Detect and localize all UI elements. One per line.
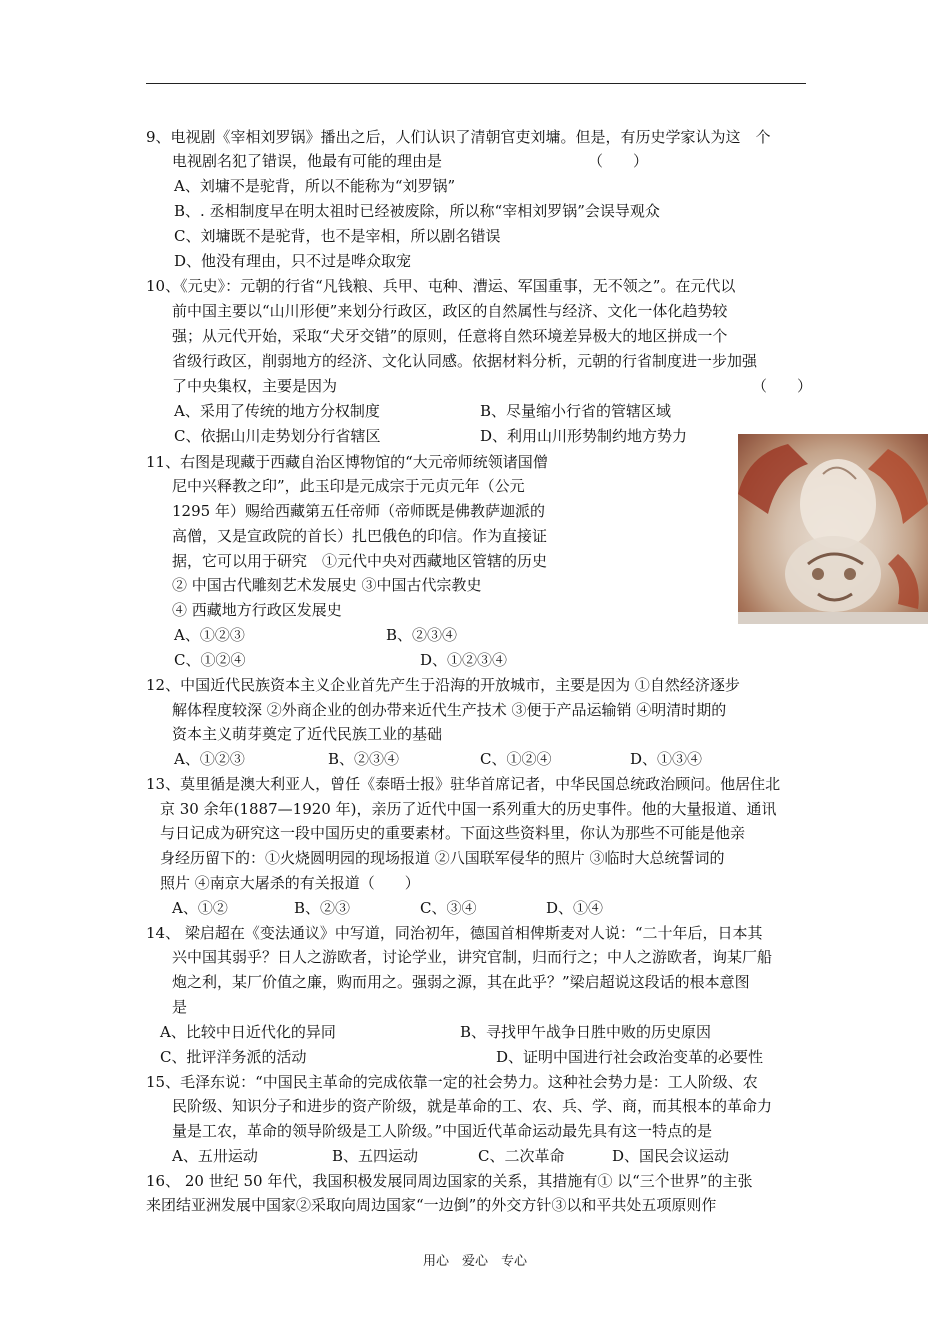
q12-line2: 解体程度较深 ②外商企业的创办带来近代生产技术 ③便于产品运输销 ④明清时期的 [172,701,727,719]
q13-line1: 13、莫里循是澳大利亚人，曾任《泰晤士报》驻华首席记者，中华民国总统政治顾问。他居住北 [146,775,781,793]
q13-option-d: D、①④ [546,899,604,917]
page-footer: 用心 爱心 专心 [422,1254,527,1269]
q12-option-d: D、①③④ [630,750,703,768]
q12-line1: 12、中国近代民族资本主义企业首先产生于沿海的开放城市，主要是因为 ①自然经济逐步 [146,676,740,694]
q11-line1: 11、右图是现藏于西藏自治区博物馆的“大元帝师统领诸国僧 [146,453,548,471]
header-rule [146,83,806,84]
q10-answer-paren: （ ） [752,377,813,395]
q15-option-c: C、二次革命 [478,1147,565,1165]
q10-option-a: A、采用了传统的地方分权制度 [174,402,380,420]
q16-line1: 16、 20 世纪 50 年代，我国积极发展同周边国家的关系，其措施有① 以“三个世界”的主张 [146,1172,753,1190]
q12-line3: 资本主义萌芽奠定了近代民族工业的基础 [172,725,443,743]
q10-option-b: B、尽量缩小行省的管辖区域 [480,402,672,420]
q14-line2: 兴中国其弱乎？日人之游欧者，讨论学业，讲究官制，归而行之；中人之游欧者，询某厂船 [172,948,773,966]
q11-option-c: C、①②④ [174,651,246,669]
q14-option-c: C、批评洋务派的活动 [160,1048,307,1066]
q9-answer-paren: （ ） [588,152,649,170]
q15-line1: 15、毛泽东说：“中国民主革命的完成依靠一定的社会势力。这种社会势力是：工人阶级、农 [146,1073,758,1091]
q10-option-d: D、利用山川形势制约地方势力 [480,427,688,445]
q11-option-b: B、②③④ [386,626,458,644]
q11-option-a: A、①②③ [174,626,245,644]
q11-option-d: D、①②③④ [420,651,508,669]
q10-line2: 前中国主要以“山川形便”来划分行政区，政区的自然属性与经济、文化一体化趋势较 [172,302,728,320]
q11-line3: 1295 年）赐给西藏第五任帝师（帝师既是佛教萨迦派的 [172,502,545,520]
q12-option-b: B、②③④ [328,750,400,768]
q11-line4: 高僧，又是宣政院的首长）扎巴俄色的印信。作为直接证 [172,527,548,545]
q16-line2: 来团结亚洲发展中国家②采取向周边国家“一边倒”的外交方针③以和平共处五项原则作 [146,1196,717,1214]
q9-option-c: C、刘墉既不是驼背，也不是宰相，所以剧名错误 [174,227,501,245]
q12-option-a: A、①②③ [174,750,245,768]
q14-line1: 14、 梁启超在《变法通议》中写道，同治初年，德国首相俾斯麦对人说：“二十年后，日本其 [146,924,763,942]
q9-stem-line1: 9、电视剧《宰相刘罗锅》播出之后，人们认识了清朝官吏刘墉。但是，有历史学家认为这 个 [146,128,771,146]
q14-option-d: D、证明中国进行社会政治变革的必要性 [496,1048,764,1066]
q15-option-b: B、五四运动 [332,1147,419,1165]
q12-option-c: C、①②④ [480,750,552,768]
q9-option-b: B、. 丞相制度早在明太祖时已经被废除，所以称“宰相刘罗锅”会误导观众 [174,202,660,220]
q11-line6: ② 中国古代雕刻艺术发展史 ③中国古代宗教史 [172,576,482,594]
q15-line2: 民阶级、知识分子和进步的资产阶级，就是革命的工、农、兵、学、商，而其根本的革命力 [172,1097,773,1115]
q9-stem-line2: 电视剧名犯了错误，他最有可能的理由是 [172,152,443,170]
q11-line2: 尼中兴释教之印”，此玉印是元成宗于元贞元年（公元 [172,477,525,495]
q11-line7: ④ 西藏地方行政区发展史 [172,601,342,619]
q15-option-a: A、五卅运动 [172,1147,258,1165]
q14-line4: 是 [172,998,188,1016]
jade-seal-photo [738,434,928,624]
q9-option-a: A、刘墉不是驼背，所以不能称为“刘罗锅” [174,177,456,195]
q13-line5: 照片 ④南京大屠杀的有关报道（ ） [160,874,420,892]
q11-line5: 据，它可以用于研究 ①元代中央对西藏地区管辖的历史 [172,552,548,570]
q10-option-c: C、依据山川走势划分行省辖区 [174,427,381,445]
q13-option-c: C、③④ [420,899,477,917]
q9-option-d: D、他没有理由，只不过是哗众取宠 [174,252,412,270]
q14-option-a: A、比较中日近代化的异同 [160,1023,336,1041]
q10-line4: 省级行政区，削弱地方的经济、文化认同感。依据材料分析，元朝的行省制度进一步加强 [172,352,758,370]
q10-line1: 10、《元史》：元朝的行省“凡钱粮、兵甲、屯种、漕运、军国重事，无不领之”。在元代以 [146,277,736,295]
q13-option-b: B、②③ [294,899,351,917]
q10-line3: 强；从元代开始，采取“犬牙交错”的原则，任意将自然环境差异极大的地区拼成一个 [172,327,728,345]
q13-option-a: A、①② [172,899,228,917]
q13-line3: 与日记成为研究这一段中国历史的重要素材。下面这些资料里，你认为那些不可能是他亲 [160,824,746,842]
q14-line3: 炮之利，某厂价值之廉，购而用之。强弱之源，其在此乎？”梁启超说这段话的根本意图 [172,973,750,991]
q10-line5: 了中央集权，主要是因为 [172,377,338,395]
q13-line2: 京 30 余年(1887—1920 年)，亲历了近代中国一系列重大的历史事件。他的大量报道、通讯 [160,800,777,818]
jade-seal-image [738,434,928,624]
q13-line4: 身经历留下的：①火烧圆明园的现场报道 ②八国联军侵华的照片 ③临时大总统誓词的 [160,849,725,867]
q14-option-b: B、寻找甲午战争日胜中败的历史原因 [460,1023,712,1041]
q15-line3: 量是工农，革命的领导阶级是工人阶级。”中国近代革命运动最先具有这一特点的是 [172,1122,713,1140]
q15-option-d: D、国民会议运动 [612,1147,730,1165]
